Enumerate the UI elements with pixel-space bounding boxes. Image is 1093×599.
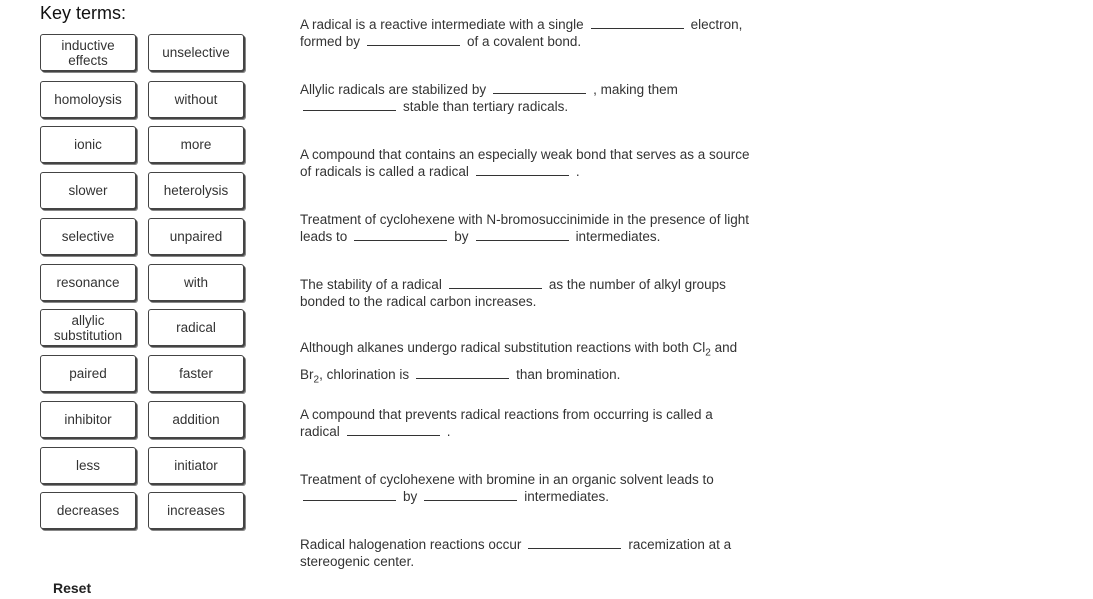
- term-tile[interactable]: less: [40, 447, 136, 484]
- term-tile[interactable]: increases: [148, 492, 244, 529]
- term-tile[interactable]: radical: [148, 309, 244, 346]
- term-tile[interactable]: homoloysis: [40, 81, 136, 118]
- answer-blank[interactable]: [367, 34, 460, 46]
- answer-blank[interactable]: [303, 99, 396, 111]
- question-4: Treatment of cyclohexene with N-bromosuccinimide in the presence of light leads to by intermediates.: [300, 212, 749, 244]
- term-tile[interactable]: decreases: [40, 492, 136, 529]
- question-1: A radical is a reactive intermediate with a single electron, formed by of a covalent bond.: [300, 17, 743, 49]
- term-tile[interactable]: heterolysis: [148, 172, 244, 209]
- term-tile[interactable]: more: [148, 126, 244, 163]
- term-tile[interactable]: paired: [40, 355, 136, 392]
- answer-blank[interactable]: [591, 17, 684, 29]
- term-tile[interactable]: inductive effects: [40, 34, 136, 71]
- answer-blank[interactable]: [347, 424, 440, 436]
- term-tile[interactable]: initiator: [148, 447, 244, 484]
- term-tile[interactable]: ionic: [40, 126, 136, 163]
- question-5: The stability of a radical as the number of alkyl groups bonded to the radical carbon increases.: [300, 277, 726, 309]
- answer-blank[interactable]: [416, 367, 509, 379]
- term-tile[interactable]: faster: [148, 355, 244, 392]
- question-6: Although alkanes undergo radical substitution reactions with both $Cl_2$ and $Br_2$, chlorination is than bromination.: [300, 340, 738, 386]
- answer-blank[interactable]: [528, 537, 621, 549]
- term-tile[interactable]: resonance: [40, 264, 136, 301]
- term-tile[interactable]: with: [148, 264, 244, 301]
- question-7: A compound that prevents radical reactions from occurring is called a radical .: [300, 407, 713, 439]
- term-tile[interactable]: addition: [148, 401, 244, 438]
- term-tile[interactable]: slower: [40, 172, 136, 209]
- question-2: Allylic radicals are stabilized by , making them stable than tertiary radicals.: [300, 82, 678, 114]
- term-tile[interactable]: inhibitor: [40, 401, 136, 438]
- term-tile[interactable]: without: [148, 81, 244, 118]
- term-tile[interactable]: unpaired: [148, 218, 244, 255]
- key-terms-title: Key terms:: [40, 3, 127, 23]
- answer-blank[interactable]: [493, 82, 586, 94]
- reset-button[interactable]: Reset: [53, 580, 92, 596]
- answer-blank[interactable]: [303, 489, 396, 501]
- answer-blank[interactable]: [476, 164, 569, 176]
- answer-blank[interactable]: [476, 229, 569, 241]
- term-tile[interactable]: selective: [40, 218, 136, 255]
- question-9: Radical halogenation reactions occur racemization at a stereogenic center.: [300, 537, 732, 569]
- term-tile[interactable]: unselective: [148, 34, 244, 71]
- term-tile[interactable]: allylic substitution: [40, 309, 136, 346]
- answer-blank[interactable]: [354, 229, 447, 241]
- question-8: Treatment of cyclohexene with bromine in an organic solvent leads to by intermediates.: [300, 472, 714, 504]
- answer-blank[interactable]: [424, 489, 517, 501]
- question-3: A compound that contains an especially weak bond that serves as a source of radicals is called a radical .: [300, 147, 750, 179]
- answer-blank[interactable]: [449, 277, 542, 289]
